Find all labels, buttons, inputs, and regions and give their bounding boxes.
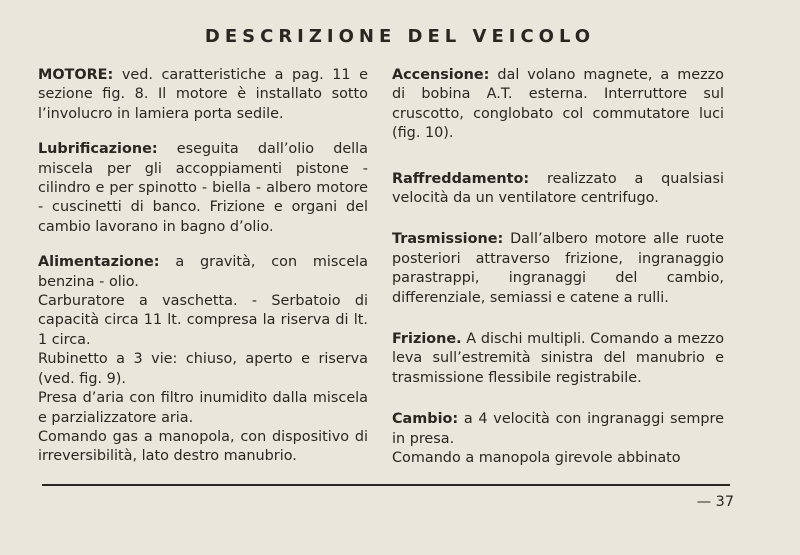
alimentazione-paragraph (38, 253, 368, 292)
right-column (392, 66, 724, 469)
raffreddamento-text: realizzato a qualsiasi velocità da un ventilatore centrifugo. (392, 170, 724, 207)
comando-gas-paragraph: Comando gas a manopola, con dispositivo di irreversibilità, lato destro manubrio. (38, 428, 368, 465)
presa-aria-paragraph: Presa d’aria con filtro inumidito dalla miscela e parzializzatore aria. (38, 390, 368, 426)
raffreddamento-label: Raffreddamento: (392, 170, 530, 187)
frizione-label: Frizione. (392, 331, 462, 348)
cambio-paragraph (392, 410, 724, 449)
accensione-label: Accensione: (392, 67, 490, 83)
alimentazione-text: a gravità, con miscela benzina - olio. (38, 254, 368, 290)
motore-paragraph (38, 66, 368, 124)
accensione-paragraph (392, 66, 724, 144)
raffreddamento-paragraph (392, 170, 724, 209)
frizione-text: A dischi multipli. Comando a mezzo leva sull’estremità sinistra del manubrio e trasmissione flessibile registrabile. (392, 331, 725, 386)
left-column (38, 66, 368, 467)
trasmissione-text: Dall’albero motore alle ruote posteriori attraverso frizione, ingranaggio parastrappi, ingranaggi del cambio, differenziale, semiassi e catene a rulli. (392, 231, 724, 306)
alimentazione-label: Alimentazione: (38, 254, 160, 271)
motore-text: ved. caratteristiche a pag. 11 e sezione fig. 8. Il motore è installato sotto l’involucro in lamiera porta sedile. (38, 67, 368, 122)
accensione-text: dal volano magnete, a mezzo di bobina A.T. esterna. Interruttore sul cruscotto, conglobato col commutatore luci (fig. 10). (392, 67, 724, 142)
frizione-paragraph (392, 330, 724, 388)
comando-cambio-paragraph: Comando a manopola girevole abbinato (392, 450, 681, 467)
lubrificazione-label: Lubrificazione: (38, 141, 158, 158)
footer-rule (42, 484, 730, 486)
page-number: — 37 (696, 494, 734, 510)
trasmissione-label: Trasmissione: (392, 231, 504, 248)
carburatore-paragraph: Carburatore a vaschetta. - Serbatoio di capacità circa 11 lt. compresa la riserva di lt. 1 circa. (38, 293, 368, 348)
motore-label: MOTORE: (38, 67, 114, 83)
trasmissione-paragraph (392, 230, 724, 308)
lubrificazione-paragraph (38, 140, 368, 237)
cambio-label: Cambio: (392, 411, 459, 428)
rubinetto-paragraph: Rubinetto a 3 vie: chiuso, aperto e riserva (ved. fig. 9). (38, 351, 368, 387)
lubrificazione-text: eseguita dall’olio della miscela per gli accoppiamenti pistone - cilindro e per spinotto - biella - albero motore - cuscinetti di banco. Frizione e organi del cambio lavorano in bagno d’olio. (38, 141, 368, 235)
page-title: DESCRIZIONE DEL VEICOLO (204, 26, 596, 47)
cambio-text: a 4 velocità con ingranaggi sempre in presa. (392, 411, 724, 447)
